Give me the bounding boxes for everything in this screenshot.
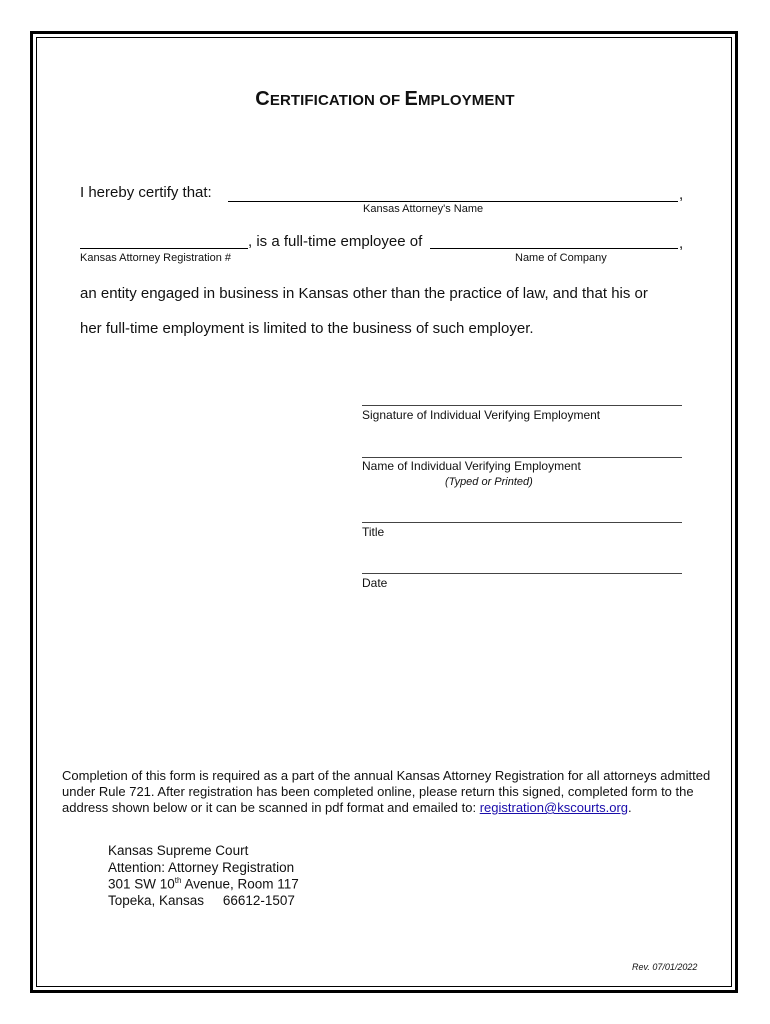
address-line-3-post: Avenue, Room 117 <box>181 876 299 892</box>
email-period: . <box>628 800 632 815</box>
signature-field[interactable] <box>362 405 682 406</box>
certify-lead: I hereby certify that: <box>80 184 212 201</box>
title-part-1: ERTIFICATION OF <box>269 92 405 109</box>
address-line-2: Attention: Attorney Registration <box>108 860 295 875</box>
date-field[interactable] <box>362 573 682 574</box>
company-caption: Name of Company <box>515 252 607 264</box>
address-line-4: Topeka, Kansas 66612-1507 <box>108 893 295 908</box>
attorney-name-field[interactable] <box>228 201 678 202</box>
verifier-name-caption: Name of Individual Verifying Employment <box>362 459 581 473</box>
attorney-name-caption: Kansas Attorney's Name <box>363 203 484 215</box>
document-title <box>0 88 770 111</box>
title-field[interactable] <box>362 522 682 523</box>
email-link[interactable]: registration@kscourts.org <box>479 800 629 815</box>
signature-caption: Signature of Individual Verifying Employment <box>362 408 601 422</box>
revision-date: Rev. 07/01/2022 <box>632 962 698 972</box>
registration-caption: Kansas Attorney Registration # <box>80 252 232 264</box>
address-line-3 <box>108 876 299 892</box>
fulltime-text: , is a full-time employee of <box>248 233 423 250</box>
typed-printed-note: (Typed or Printed) <box>445 476 533 488</box>
registration-number-field[interactable] <box>80 248 248 249</box>
completion-note <box>62 768 712 816</box>
date-caption: Date <box>362 576 388 590</box>
comma-1: , <box>679 186 684 203</box>
title-part-2: MPLOYMENT <box>417 92 515 109</box>
entity-line-2: her full-time employment is limited to the business of such employer. <box>80 320 534 337</box>
completion-note-text: Completion of this form is required as a part of the annual Kansas Attorney Registration for all attorneys admitted under Rule 721. After registration has been completed online, please return this signed, completed form to the address shown below or it can be scanned in pdf format and emailed to: <box>62 768 711 815</box>
title-initial-c: C <box>255 88 270 110</box>
comma-2: , <box>679 235 684 252</box>
title-initial-e: E <box>404 88 418 110</box>
address-line-3-pre: 301 SW 10 <box>108 876 175 892</box>
verifier-name-field[interactable] <box>362 457 682 458</box>
entity-line-1: an entity engaged in business in Kansas other than the practice of law, and that his or <box>80 285 648 302</box>
address-line-1: Kansas Supreme Court <box>108 843 249 858</box>
company-name-field[interactable] <box>430 248 678 249</box>
address-line-3-sup: th <box>174 876 182 885</box>
title-caption: Title <box>362 525 385 539</box>
